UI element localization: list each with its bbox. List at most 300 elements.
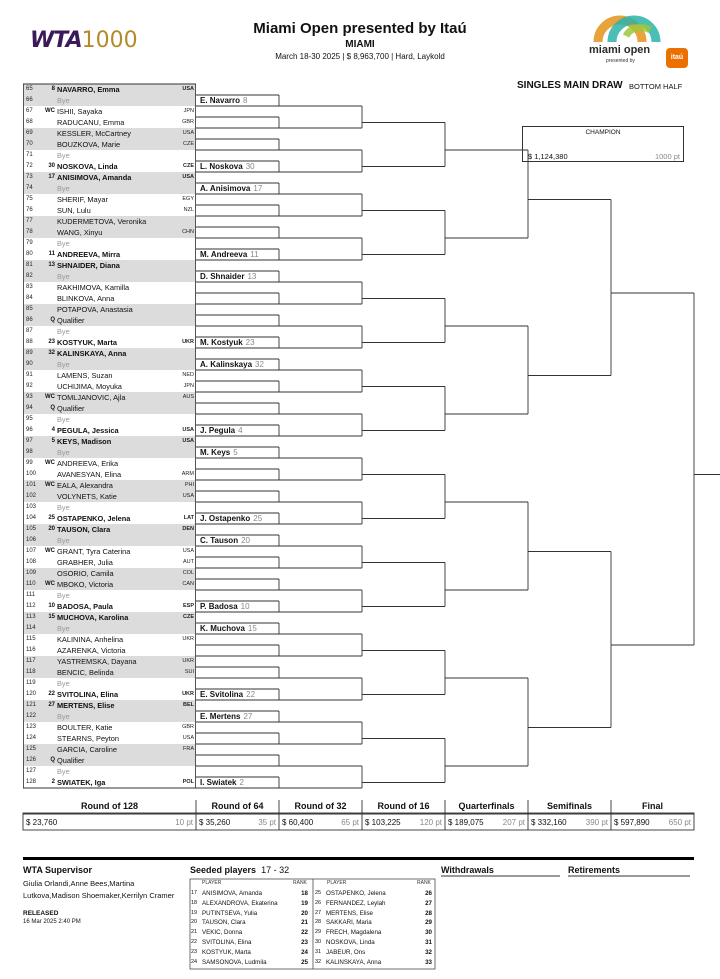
round2-name: E. Svitolina <box>200 690 244 699</box>
country-code: PHI <box>184 482 194 488</box>
seed-number: 20 <box>48 526 55 532</box>
line-number: 77 <box>26 218 33 224</box>
player-name: BOUZKOVA, Marie <box>57 140 121 149</box>
seed-number: WC <box>45 108 55 114</box>
seed-rank: 31 <box>425 939 432 946</box>
seeded-col-player: PLAYER <box>202 880 222 886</box>
round2-name: I. Swiatek <box>200 778 237 787</box>
line-number: 98 <box>26 449 33 455</box>
released-label: RELEASED <box>23 910 59 917</box>
player-name: Bye <box>57 503 70 512</box>
seeded-col-rank: RANK <box>293 880 307 886</box>
seeded-col-rank-2: RANK <box>417 880 431 886</box>
seeded-row <box>191 948 308 958</box>
player-name: Bye <box>57 591 70 600</box>
player-name: GARCIA, Caroline <box>57 745 117 754</box>
round2-name: M. Andreeva <box>200 250 248 259</box>
seed-number: 27 <box>48 702 55 708</box>
round2-seed: 11 <box>250 250 259 259</box>
line-number: 94 <box>26 405 33 411</box>
seed-player: OSTAPENKO, Jelena <box>326 890 386 897</box>
player-name: Qualifier <box>57 756 85 765</box>
line-number: 79 <box>26 240 33 246</box>
seed-number: 22 <box>191 939 198 945</box>
country-code: USA <box>182 86 194 92</box>
round2-seed: 23 <box>245 338 255 347</box>
line-number: 100 <box>26 471 37 477</box>
player-name: KOSTYUK, Marta <box>57 338 117 347</box>
player-name: RADUCANU, Emma <box>57 118 125 127</box>
line-number: 83 <box>26 284 33 290</box>
country-code: BEL <box>183 702 194 708</box>
round2-name: L. Noskova <box>200 162 243 171</box>
seed-rank: 18 <box>301 890 308 897</box>
player-name: Bye <box>57 415 70 424</box>
round2-winner <box>200 184 262 193</box>
seed-number: 20 <box>191 919 198 926</box>
country-code: POL <box>182 779 194 785</box>
line-number: 126 <box>26 757 37 763</box>
line-number: 127 <box>26 768 37 774</box>
round-points: 650 pt <box>668 818 691 827</box>
player-name: ISHII, Sayaka <box>57 107 103 116</box>
player-name: VOLYNETS, Katie <box>57 492 117 501</box>
line-number: 70 <box>26 141 33 147</box>
round2-winner <box>200 338 255 347</box>
withdrawals-title: Withdrawals <box>441 865 494 875</box>
country-code: UKR <box>182 691 194 697</box>
country-code: NED <box>182 372 194 378</box>
released-date: 16 Mar 2025 2:40 PM <box>23 919 81 925</box>
player-name: EALA, Alexandra <box>57 481 113 490</box>
line-number: 123 <box>26 724 37 730</box>
player-name: POTAPOVA, Anastasia <box>57 305 133 314</box>
seed-number: 31 <box>315 948 322 955</box>
round2-seed: 8 <box>243 96 248 105</box>
seed-rank: 23 <box>301 939 308 946</box>
player-name: Bye <box>57 327 70 336</box>
round2-seed: 5 <box>233 448 238 457</box>
player-name: SHERIF, Mayar <box>57 195 108 204</box>
line-number: 93 <box>26 394 33 400</box>
draw-label: SINGLES MAIN DRAW <box>517 80 623 91</box>
country-code: GBR <box>182 119 194 125</box>
player-name: Qualifier <box>57 316 85 325</box>
seed-player: KALINSKAYA, Anna <box>326 958 382 966</box>
line-number: 74 <box>26 185 33 191</box>
seeded-row <box>191 928 308 938</box>
round2-name: P. Badosa <box>200 602 238 611</box>
seed-number: 32 <box>315 958 322 965</box>
round2-name: A. Anisimova <box>200 184 251 193</box>
player-name: KESSLER, McCartney <box>57 129 131 138</box>
country-code: NZL <box>183 207 194 213</box>
line-number: 110 <box>26 581 36 587</box>
line-number: 68 <box>26 119 33 125</box>
line-number: 106 <box>26 537 37 543</box>
seeded-row <box>315 928 432 938</box>
line-number: 112 <box>26 603 36 609</box>
country-code: UKR <box>182 339 194 345</box>
line-number: 90 <box>26 361 33 367</box>
line-number: 96 <box>26 427 33 433</box>
round2-name: E. Navarro <box>200 96 241 105</box>
line-number: 85 <box>26 306 33 312</box>
country-code: USA <box>182 130 194 136</box>
round2-name: M. Kostyuk <box>200 338 243 347</box>
seed-rank: 32 <box>425 948 432 956</box>
country-code: USA <box>182 438 194 444</box>
country-code: EGY <box>182 196 194 202</box>
round-header: Quarterfinals <box>458 801 515 811</box>
round2-seed: 10 <box>240 602 250 611</box>
champion-label: CHAMPION <box>585 129 621 136</box>
seed-player: PUTINTSEVA, Yulia <box>202 909 258 917</box>
seed-player: TAUSON, Clara <box>202 919 246 927</box>
player-name: YASTREMSKA, Dayana <box>57 657 137 666</box>
seed-number: 22 <box>48 691 55 697</box>
wta-logo-number: 1000 <box>81 28 138 53</box>
country-code: CZE <box>183 614 194 620</box>
player-name: NAVARRO, Emma <box>57 85 120 94</box>
line-number: 128 <box>26 779 37 785</box>
player-name: BENCIC, Belinda <box>57 668 114 677</box>
seed-rank: 27 <box>425 899 432 907</box>
line-number: 124 <box>26 735 37 741</box>
round2-seed: 30 <box>245 162 255 171</box>
seed-number: 15 <box>48 614 55 620</box>
round2-seed: 25 <box>253 514 263 523</box>
line-number: 118 <box>26 669 36 675</box>
sponsor-logo-text: miami open <box>589 44 651 56</box>
line-number: 107 <box>26 548 37 554</box>
round2-name: C. Tauson <box>200 536 239 545</box>
supervisor-title: WTA Supervisor <box>23 865 93 875</box>
round2-seed: 27 <box>243 712 253 721</box>
country-code: USA <box>182 493 194 499</box>
seed-number: 29 <box>315 929 322 936</box>
player-name: BADOSA, Paula <box>57 602 113 611</box>
country-code: ARM <box>181 471 194 477</box>
tournament-title: Miami Open presented by Itaú <box>253 20 467 37</box>
line-number: 91 <box>26 372 33 378</box>
line-number: 65 <box>26 86 33 92</box>
country-code: DEN <box>182 526 194 532</box>
seed-number: 13 <box>48 262 55 268</box>
line-number: 102 <box>26 493 37 499</box>
seed-number: 32 <box>48 350 55 356</box>
line-number: 116 <box>26 647 36 653</box>
seed-number: 19 <box>191 909 198 916</box>
retirements-title: Retirements <box>568 865 621 875</box>
line-number: 78 <box>26 229 33 235</box>
line-number: 82 <box>26 273 33 279</box>
country-code: UKR <box>182 636 194 642</box>
seeded-row <box>191 889 308 899</box>
country-code: CZE <box>183 163 194 169</box>
player-name: STEARNS, Peyton <box>57 734 120 743</box>
line-number: 97 <box>26 438 33 444</box>
country-code: AUS <box>182 394 194 400</box>
player-name: SUN, Lulu <box>57 206 91 215</box>
seed-rank: 22 <box>301 929 308 937</box>
seeded-range: 17 - 32 <box>261 865 290 875</box>
seeded-row <box>315 958 432 968</box>
seeded-row <box>315 909 432 919</box>
line-number: 73 <box>26 174 33 180</box>
player-name: GRANT, Tyra Caterina <box>57 547 131 556</box>
seeded-row <box>191 958 308 968</box>
seeded-title <box>190 865 289 875</box>
player-name: MBOKO, Victoria <box>57 580 114 589</box>
player-name: Bye <box>57 151 70 160</box>
round2-winner <box>200 162 255 171</box>
round-prize: $ 597,890 <box>614 818 650 827</box>
player-name: OSTAPENKO, Jelena <box>57 514 131 523</box>
country-code: COL <box>182 570 194 576</box>
round2-seed: 4 <box>238 426 243 435</box>
player-name: Bye <box>57 272 70 281</box>
line-number: 80 <box>26 251 33 257</box>
line-number: 81 <box>26 262 33 268</box>
seed-player: SVITOLINA, Elina <box>202 939 252 946</box>
player-name: Bye <box>57 679 70 688</box>
country-code: AUT <box>183 559 194 565</box>
seed-number: 17 <box>48 174 55 180</box>
country-code: JPN <box>183 108 194 114</box>
line-number: 109 <box>26 570 37 576</box>
round-header: Round of 32 <box>294 801 347 811</box>
seed-player: ANISIMOVA, Amanda <box>202 890 263 897</box>
round2-winner <box>200 712 252 721</box>
player-name: Bye <box>57 767 70 776</box>
seed-number: 23 <box>191 948 198 955</box>
line-number: 84 <box>26 295 33 301</box>
line-number: 71 <box>26 152 33 158</box>
country-code: CAN <box>182 581 194 587</box>
player-name: WANG, Xinyu <box>57 228 103 237</box>
seeded-row <box>191 899 308 909</box>
country-code: USA <box>182 735 194 741</box>
player-name: KALINSKAYA, Anna <box>57 349 127 358</box>
country-code: GBR <box>182 724 194 730</box>
seed-number: Q <box>50 317 55 323</box>
player-name: OSORIO, Camila <box>57 569 114 578</box>
seed-number: 18 <box>191 899 198 906</box>
line-number: 89 <box>26 350 33 356</box>
seed-number: 23 <box>48 339 55 345</box>
round2-seed: 2 <box>239 778 244 787</box>
itau-logo: itaú <box>666 48 688 68</box>
player-name: KUDERMETOVA, Veronika <box>57 217 147 226</box>
supervisor-names: Giulia Orlandi,Anne Bees,Martina Lutkova,Madison Shoemaker,Kerrilyn Cramer <box>23 879 175 900</box>
seed-number: 30 <box>315 939 322 945</box>
player-name: Bye <box>57 448 70 457</box>
line-number: 67 <box>26 108 33 114</box>
line-number: 75 <box>26 196 33 202</box>
seeded-row <box>315 899 432 909</box>
seed-player: FRECH, Magdalena <box>326 929 382 937</box>
player-name: Bye <box>57 624 70 633</box>
country-code: USA <box>182 174 194 180</box>
round2-name: K. Muchova <box>200 624 245 633</box>
round2-winner <box>200 690 255 699</box>
round-points: 10 pt <box>175 818 193 827</box>
player-name: LAMENS, Suzan <box>57 371 113 380</box>
round-prize: $ 35,260 <box>199 818 231 827</box>
line-number: 104 <box>26 515 37 521</box>
round2-winner <box>200 360 264 369</box>
round2-name: J. Ostapenko <box>200 514 251 523</box>
line-number: 114 <box>26 625 36 631</box>
country-code: JPN <box>183 383 194 389</box>
round2-winner <box>200 426 243 435</box>
country-code: SUI <box>184 669 194 675</box>
seed-player: MERTENS, Elise <box>326 909 373 917</box>
player-name: BLINKOVA, Anna <box>57 294 115 303</box>
round-prize: $ 103,225 <box>365 818 401 827</box>
seed-rank: 26 <box>425 890 432 897</box>
seed-number: 8 <box>51 86 55 92</box>
round2-seed: 20 <box>241 536 250 545</box>
round-header: Final <box>641 801 663 811</box>
seeded-row <box>191 938 308 948</box>
seed-number: 2 <box>51 779 55 785</box>
seed-number: Q <box>50 757 55 763</box>
player-name: UCHIJIMA, Moyuka <box>57 382 122 391</box>
country-code: FRA <box>183 746 194 752</box>
player-name: NOSKOVA, Linda <box>57 162 118 171</box>
seed-player: KOSTYUK, Marta <box>202 948 251 956</box>
seed-rank: 21 <box>301 919 308 927</box>
seed-player: SAMSONOVA, Ludmila <box>202 958 267 966</box>
seed-player: VEKIC, Donna <box>202 929 243 937</box>
seed-player: ALEXANDROVA, Ekaterina <box>202 899 278 907</box>
seeded-row <box>191 918 308 928</box>
seed-number: WC <box>45 460 55 466</box>
seed-number: 11 <box>48 251 55 257</box>
player-name: Bye <box>57 239 70 248</box>
player-name: GRABHER, Julia <box>57 558 113 567</box>
player-name: BOULTER, Katie <box>57 723 113 732</box>
round2-winner <box>200 250 259 259</box>
round2-name: J. Pegula <box>200 426 236 435</box>
round-prize: $ 189,075 <box>448 818 484 827</box>
seed-number: 25 <box>48 515 55 521</box>
seed-rank: 24 <box>301 948 308 956</box>
line-number: 105 <box>26 526 37 532</box>
seeded-row <box>315 889 432 899</box>
seeded-row <box>191 909 308 919</box>
line-number: 115 <box>26 636 36 642</box>
player-name: MUCHOVA, Karolina <box>57 613 129 622</box>
line-number: 122 <box>26 713 37 719</box>
player-name: KALININA, Anhelina <box>57 635 124 644</box>
round-header: Round of 16 <box>377 801 430 811</box>
round-header: Round of 64 <box>211 801 264 811</box>
seed-number: 25 <box>315 890 322 896</box>
player-name: ANDREEVA, Mirra <box>57 250 121 259</box>
round2-winner <box>200 778 244 787</box>
line-number: 66 <box>26 97 33 103</box>
line-number: 99 <box>26 460 33 466</box>
line-number: 101 <box>26 482 37 488</box>
seed-rank: 20 <box>301 909 308 917</box>
round2-seed: 17 <box>253 184 263 193</box>
line-number: 86 <box>26 317 33 323</box>
seed-number: WC <box>45 394 55 400</box>
line-number: 92 <box>26 383 33 389</box>
seed-number: 24 <box>191 958 198 965</box>
round2-seed: 13 <box>247 272 257 281</box>
line-number: 119 <box>26 680 36 686</box>
seed-number: 27 <box>315 909 322 916</box>
seed-number: 28 <box>315 919 322 926</box>
round-points: 390 pt <box>585 818 608 827</box>
line-number: 88 <box>26 339 33 345</box>
seed-rank: 28 <box>425 909 432 917</box>
line-number: 87 <box>26 328 33 334</box>
seed-number: 4 <box>51 427 55 433</box>
seed-rank: 19 <box>301 899 308 907</box>
player-name: SVITOLINA, Elina <box>57 690 119 699</box>
player-name: Bye <box>57 712 70 721</box>
seeded-row <box>315 948 432 958</box>
seeded-row <box>315 918 432 928</box>
seed-number: 17 <box>191 890 198 896</box>
line-number: 72 <box>26 163 33 169</box>
player-name: SWIATEK, Iga <box>57 778 106 787</box>
round2-seed: 22 <box>246 690 256 699</box>
country-code: UKR <box>182 658 194 664</box>
player-name: PEGULA, Jessica <box>57 426 119 435</box>
player-name: Bye <box>57 360 70 369</box>
tournament-info: March 18-30 2025 | $ 8,963,700 | Hard, Laykold <box>275 52 445 61</box>
seed-rank: 29 <box>425 919 432 927</box>
player-name: SHNAIDER, Diana <box>57 261 120 270</box>
player-name: Bye <box>57 184 70 193</box>
draw-half: BOTTOM HALF <box>629 82 683 91</box>
seeded-title-text: Seeded players <box>190 865 257 875</box>
seed-number: 5 <box>51 438 55 444</box>
seed-number: WC <box>45 482 55 488</box>
line-number: 125 <box>26 746 37 752</box>
seed-player: SAKKARI, Maria <box>326 919 372 927</box>
player-name: AVANESYAN, Elina <box>57 470 122 479</box>
round2-seed: 15 <box>247 624 257 633</box>
line-number: 69 <box>26 130 33 136</box>
seed-number: 10 <box>48 603 55 609</box>
round-prize: $ 23,760 <box>26 818 58 827</box>
sponsor-sub-text: presented by <box>606 58 635 64</box>
player-name: RAKHIMOVA, Kamilla <box>57 283 130 292</box>
country-code: ESP <box>182 603 194 609</box>
round2-name: M. Keys <box>200 448 231 457</box>
round2-winner <box>200 448 238 457</box>
round2-winner <box>200 536 250 545</box>
line-number: 76 <box>26 207 33 213</box>
seeded-row <box>315 938 432 948</box>
seed-number: 21 <box>191 929 198 936</box>
round2-name: A. Kalinskaya <box>200 360 253 369</box>
round-points: 120 pt <box>419 818 442 827</box>
line-number: 113 <box>26 614 36 620</box>
round-points: 207 pt <box>502 818 525 827</box>
country-code: USA <box>182 427 194 433</box>
seed-rank: 30 <box>425 929 432 937</box>
round-prize: $ 332,160 <box>531 818 567 827</box>
champion-points: 1000 pt <box>654 152 680 161</box>
